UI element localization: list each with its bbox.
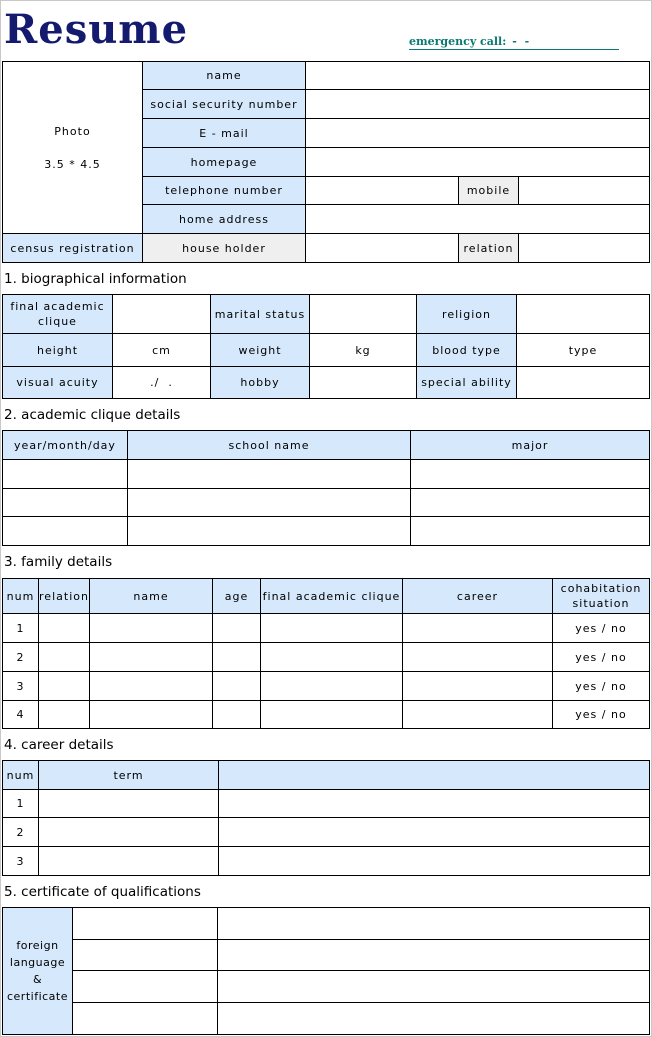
- career-detail-cell[interactable]: [219, 790, 650, 818]
- family-name-cell[interactable]: [90, 701, 213, 729]
- family-header-career: career: [403, 579, 553, 614]
- family-num: 2: [3, 643, 39, 672]
- career-header-detail: [219, 761, 650, 790]
- certificate-name-cell[interactable]: [73, 971, 218, 1003]
- special-field[interactable]: [517, 366, 650, 398]
- family-header-age: age: [213, 579, 261, 614]
- table-row: [3, 790, 650, 818]
- family-academic-cell[interactable]: [261, 643, 403, 672]
- ssn-label: social security number: [143, 90, 306, 119]
- family-age-cell[interactable]: [213, 614, 261, 643]
- homepage-label: homepage: [143, 148, 306, 177]
- certificate-detail-cell[interactable]: [218, 971, 650, 1003]
- visual-label: visual acuity: [3, 366, 113, 398]
- section-career-title: 4. career details: [4, 737, 114, 753]
- career-table: [2, 760, 650, 876]
- academic-date-cell[interactable]: [3, 460, 128, 489]
- family-relation-cell[interactable]: [39, 614, 90, 643]
- certificate-name-cell[interactable]: [73, 940, 218, 971]
- family-cohab[interactable]: yes / no: [553, 643, 650, 672]
- family-cohab[interactable]: yes / no: [553, 672, 650, 701]
- marital-label: marital status: [211, 295, 310, 334]
- family-career-cell[interactable]: [403, 701, 553, 729]
- family-name-cell[interactable]: [90, 672, 213, 701]
- height-field[interactable]: cm: [113, 334, 211, 366]
- telephone-field[interactable]: [306, 177, 459, 205]
- final-academic-field[interactable]: [113, 295, 211, 334]
- certificate-table: [2, 907, 650, 1035]
- family-cohab[interactable]: yes / no: [553, 614, 650, 643]
- family-cohab[interactable]: yes / no: [553, 701, 650, 729]
- name-label: name: [143, 62, 306, 90]
- email-label: E - mail: [143, 119, 306, 148]
- career-detail-cell[interactable]: [219, 818, 650, 847]
- family-academic-cell[interactable]: [261, 701, 403, 729]
- weight-field[interactable]: kg: [310, 334, 417, 366]
- academic-school-cell[interactable]: [128, 460, 411, 489]
- certificate-detail-cell[interactable]: [218, 940, 650, 971]
- religion-field[interactable]: [517, 295, 650, 334]
- mobile-field[interactable]: [519, 177, 650, 205]
- career-term-cell[interactable]: [39, 847, 219, 876]
- family-num: 1: [3, 614, 39, 643]
- career-detail-cell[interactable]: [219, 847, 650, 876]
- career-term-cell[interactable]: [39, 790, 219, 818]
- homepage-field[interactable]: [306, 148, 650, 177]
- family-academic-cell[interactable]: [261, 672, 403, 701]
- family-header-num: num: [3, 579, 39, 614]
- photo-box[interactable]: [3, 62, 143, 234]
- relation-field[interactable]: [519, 234, 650, 263]
- emergency-slots: - -: [512, 35, 532, 48]
- blood-field[interactable]: type: [517, 334, 650, 366]
- special-label: special ability: [417, 366, 517, 398]
- religion-label: religion: [417, 295, 517, 334]
- career-term-cell[interactable]: [39, 818, 219, 847]
- marital-field[interactable]: [310, 295, 417, 334]
- family-career-cell[interactable]: [403, 643, 553, 672]
- section-family-title: 3. family details: [4, 554, 113, 570]
- career-num: 3: [3, 847, 39, 876]
- emergency-call: [409, 35, 619, 50]
- career-num: 2: [3, 818, 39, 847]
- certificate-name-cell[interactable]: [73, 1003, 218, 1035]
- family-age-cell[interactable]: [213, 643, 261, 672]
- photo-size: 3.5 * 4.5: [44, 157, 101, 171]
- photo-label: Photo: [54, 124, 91, 138]
- family-num: 3: [3, 672, 39, 701]
- mobile-label: mobile: [459, 177, 519, 205]
- family-table: [2, 578, 650, 729]
- academic-date-cell[interactable]: [3, 517, 128, 546]
- table-row: [3, 460, 650, 489]
- personal-table: [2, 61, 650, 263]
- table-row: [3, 818, 650, 847]
- family-relation-cell[interactable]: [39, 701, 90, 729]
- academic-date-cell[interactable]: [3, 489, 128, 517]
- table-row: [3, 672, 650, 701]
- home-address-field[interactable]: [306, 205, 650, 234]
- certificate-detail-cell[interactable]: [218, 1003, 650, 1035]
- academic-school-cell[interactable]: [128, 517, 411, 546]
- academic-header-date: year/month/day: [3, 431, 128, 460]
- family-header-relation: relation: [39, 579, 90, 614]
- family-relation-cell[interactable]: [39, 643, 90, 672]
- home-address-label: home address: [143, 205, 306, 234]
- family-career-cell[interactable]: [403, 614, 553, 643]
- certificate-name-cell[interactable]: [73, 908, 218, 940]
- family-name-cell[interactable]: [90, 643, 213, 672]
- house-holder-label: house holder: [143, 234, 306, 263]
- name-field[interactable]: [306, 62, 650, 90]
- academic-header-major: major: [411, 431, 650, 460]
- table-row: [3, 517, 650, 546]
- career-header-term: term: [39, 761, 219, 790]
- table-row: [3, 643, 650, 672]
- family-num: 4: [3, 701, 39, 729]
- telephone-label: telephone number: [143, 177, 306, 205]
- academic-school-cell[interactable]: [128, 489, 411, 517]
- career-num: 1: [3, 790, 39, 818]
- family-relation-cell[interactable]: [39, 672, 90, 701]
- section-bio-title: 1. biographical information: [4, 271, 187, 287]
- family-academic-cell[interactable]: [261, 614, 403, 643]
- section-certificate-title: 5. certificate of qualifications: [4, 884, 201, 900]
- visual-field[interactable]: ./ .: [113, 366, 211, 398]
- table-row: [3, 701, 650, 729]
- family-career-cell[interactable]: [403, 672, 553, 701]
- hobby-field[interactable]: [310, 366, 417, 398]
- email-field[interactable]: [306, 119, 650, 148]
- house-holder-field[interactable]: [306, 234, 459, 263]
- section-academic-title: 2. academic clique details: [4, 407, 181, 423]
- final-academic-label: final academic clique: [3, 295, 113, 334]
- family-header-cohabitation: cohabitation situation: [553, 579, 650, 614]
- ssn-field[interactable]: [306, 90, 650, 119]
- hobby-label: hobby: [211, 366, 310, 398]
- academic-major-cell[interactable]: [411, 517, 650, 546]
- family-age-cell[interactable]: [213, 701, 261, 729]
- academic-header-school: school name: [128, 431, 411, 460]
- certificate-label: foreign language & certificate: [3, 908, 73, 1035]
- table-row: [3, 489, 650, 517]
- blood-label: blood type: [417, 334, 517, 366]
- family-name-cell[interactable]: [90, 614, 213, 643]
- academic-major-cell[interactable]: [411, 489, 650, 517]
- table-row: [3, 847, 650, 876]
- certificate-detail-cell[interactable]: [218, 908, 650, 940]
- table-row: [3, 614, 650, 643]
- height-label: height: [3, 334, 113, 366]
- weight-label: weight: [211, 334, 310, 366]
- family-header-academic: final academic clique: [261, 579, 403, 614]
- emergency-label: emergency call:: [409, 35, 507, 48]
- page-title: Resume: [4, 6, 189, 53]
- academic-table: [2, 430, 650, 546]
- family-age-cell[interactable]: [213, 672, 261, 701]
- career-header-num: num: [3, 761, 39, 790]
- academic-major-cell[interactable]: [411, 460, 650, 489]
- relation-label: relation: [459, 234, 519, 263]
- family-header-name: name: [90, 579, 213, 614]
- bio-table: [2, 294, 650, 399]
- census-label: census registration: [3, 234, 143, 263]
